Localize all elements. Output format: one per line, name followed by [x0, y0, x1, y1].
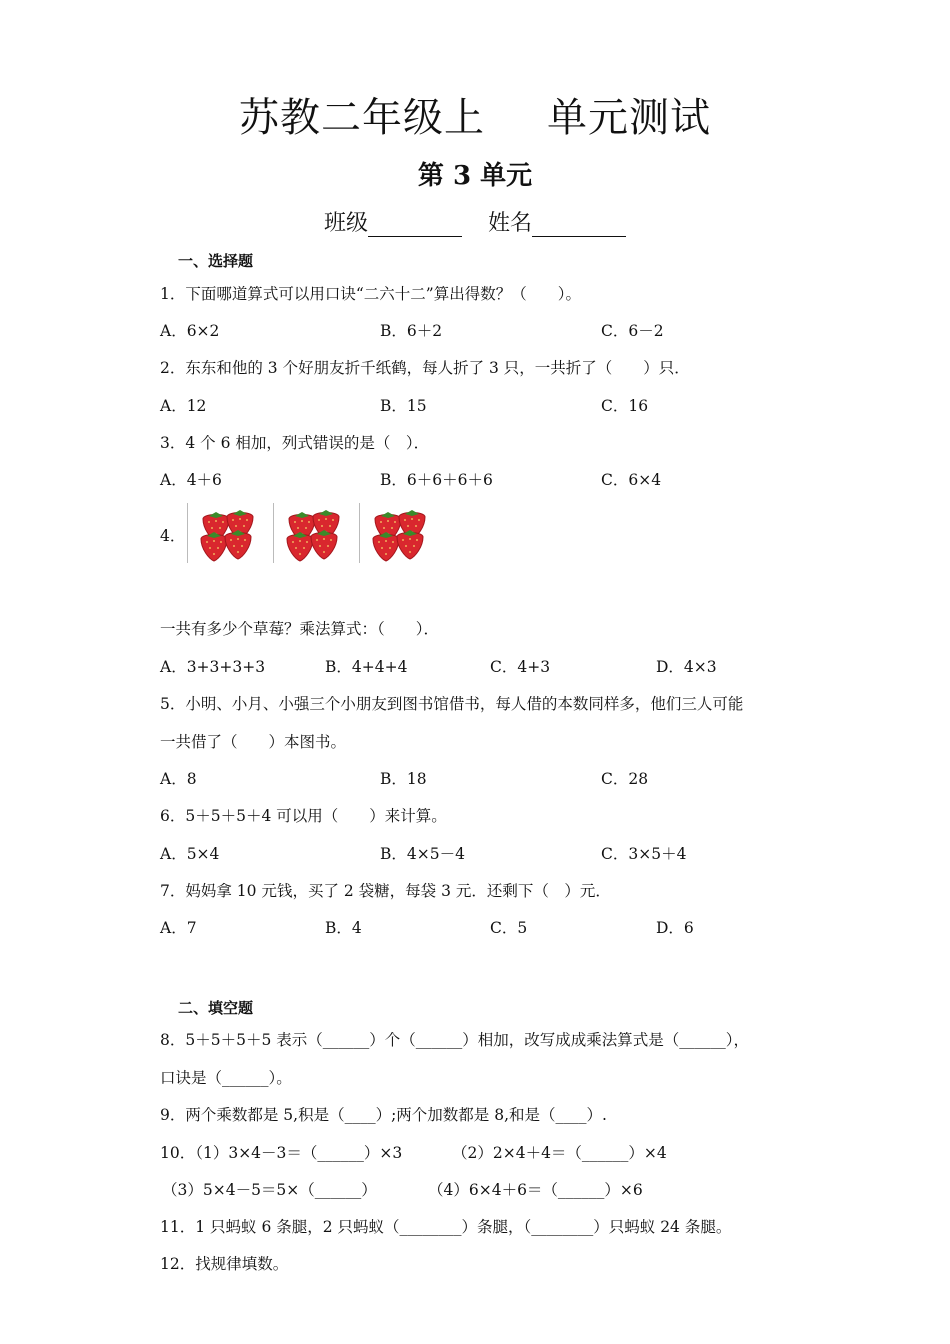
- question-10-part-3: （3）5×4－5＝5×（______）: [162, 1181, 377, 1199]
- q3-option-c[interactable]: C．6×4: [601, 471, 662, 489]
- q6-option-c[interactable]: C．3×5＋4: [601, 845, 687, 863]
- q4-option-c[interactable]: C．4+3: [490, 658, 551, 676]
- strawberry-icon: [273, 503, 353, 563]
- name-label: 姓名: [488, 211, 533, 236]
- q1-option-a[interactable]: A．6×2: [160, 322, 220, 340]
- question-10-part-1: 10．（1）3×4－3＝（______）×3: [160, 1144, 403, 1162]
- q4-option-b[interactable]: B．4+4+4: [325, 658, 408, 676]
- strawberry-image: [187, 503, 437, 563]
- strawberry-icon: [187, 503, 267, 563]
- q3-option-b[interactable]: B．6＋6＋6＋6: [380, 471, 493, 489]
- q2-option-b[interactable]: B．15: [380, 397, 427, 415]
- question-1: 1．下面哪道算式可以用口诀“二六十二”算出得数？（ ）。: [160, 285, 581, 303]
- strawberry-group-1: [187, 503, 267, 563]
- class-label: 班级: [323, 211, 368, 236]
- question-8-line-2: 口诀是（______）。: [160, 1069, 292, 1087]
- title-right: 单元测试: [547, 95, 711, 141]
- page-title: [0, 86, 950, 143]
- q5-option-a[interactable]: A．8: [160, 770, 197, 788]
- question-12: 12．找规律填数。: [160, 1255, 289, 1273]
- question-3: 3．4 个 6 相加，列式错误的是（ ）．: [160, 434, 430, 452]
- q4-option-d[interactable]: D．4×3: [656, 658, 717, 676]
- question-9: 9．两个乘数都是 5,积是（____）;两个加数都是 8,和是（____）.: [160, 1106, 607, 1124]
- question-11: 11．1 只蚂蚁 6 条腿，2 只蚂蚁（________）条腿，（________）只蚂蚁 24 条腿。: [160, 1218, 732, 1236]
- q7-option-b[interactable]: B．4: [325, 919, 362, 937]
- q7-option-c[interactable]: C．5: [490, 919, 528, 937]
- q2-option-c[interactable]: C．16: [601, 397, 649, 415]
- unit-heading: 第 3 单元: [417, 161, 533, 191]
- question-6: 6．5＋5＋5＋4 可以用（ ）来计算。: [160, 807, 447, 825]
- question-4: 一共有多少个草莓？乘法算式：（ ）．: [160, 620, 440, 638]
- strawberry-group-3: [359, 503, 439, 563]
- q6-option-a[interactable]: A．5×4: [160, 845, 220, 863]
- section-title: 一、选择题: [178, 252, 254, 270]
- q5-option-c[interactable]: C．28: [601, 770, 649, 788]
- q6-option-b[interactable]: B．4×5－4: [380, 845, 465, 863]
- question-5-line-2: 一共借了（ ）本图书。: [160, 733, 347, 751]
- q3-option-a[interactable]: A．4＋6: [160, 471, 222, 489]
- question-10-part-4: （4）6×4＋6＝（______）×6: [428, 1181, 643, 1199]
- q1-option-b[interactable]: B．6＋2: [380, 322, 443, 340]
- name-blank[interactable]: [532, 214, 626, 237]
- question-5-line-1: 5．小明、小月、小强三个小朋友到图书馆借书，每人借的本数同样多，他们三人可能: [160, 695, 744, 713]
- question-2: 2．东东和他的 3 个好朋友折千纸鹤，每人折了 3 只，一共折了（ ）只．: [160, 359, 690, 377]
- question-7: 7．妈妈拿 10 元钱，买了 2 袋糖，每袋 3 元．还剩下（ ）元．: [160, 882, 611, 900]
- question-4-number: 4．: [160, 527, 186, 545]
- student-info: [0, 206, 950, 237]
- title-left: 苏教二年级上: [239, 95, 485, 141]
- strawberry-group-2: [273, 503, 353, 563]
- question-8-line-1: 8．5＋5＋5＋5 表示（______）个（______）相加，改写成成乘法算式是（______），: [160, 1031, 749, 1049]
- strawberry-icon: [359, 503, 439, 563]
- class-blank[interactable]: [368, 214, 462, 237]
- question-10-part-2: （2）2×4＋4＝（______）×4: [452, 1144, 667, 1162]
- q7-option-a[interactable]: A．7: [160, 919, 197, 937]
- section-title: 二、填空题: [178, 999, 254, 1017]
- q4-option-a[interactable]: A．3+3+3+3: [160, 658, 266, 676]
- q1-option-c[interactable]: C．6－2: [601, 322, 664, 340]
- q7-option-d[interactable]: D．6: [656, 919, 694, 937]
- q5-option-b[interactable]: B．18: [380, 770, 427, 788]
- q2-option-a[interactable]: A．12: [160, 397, 207, 415]
